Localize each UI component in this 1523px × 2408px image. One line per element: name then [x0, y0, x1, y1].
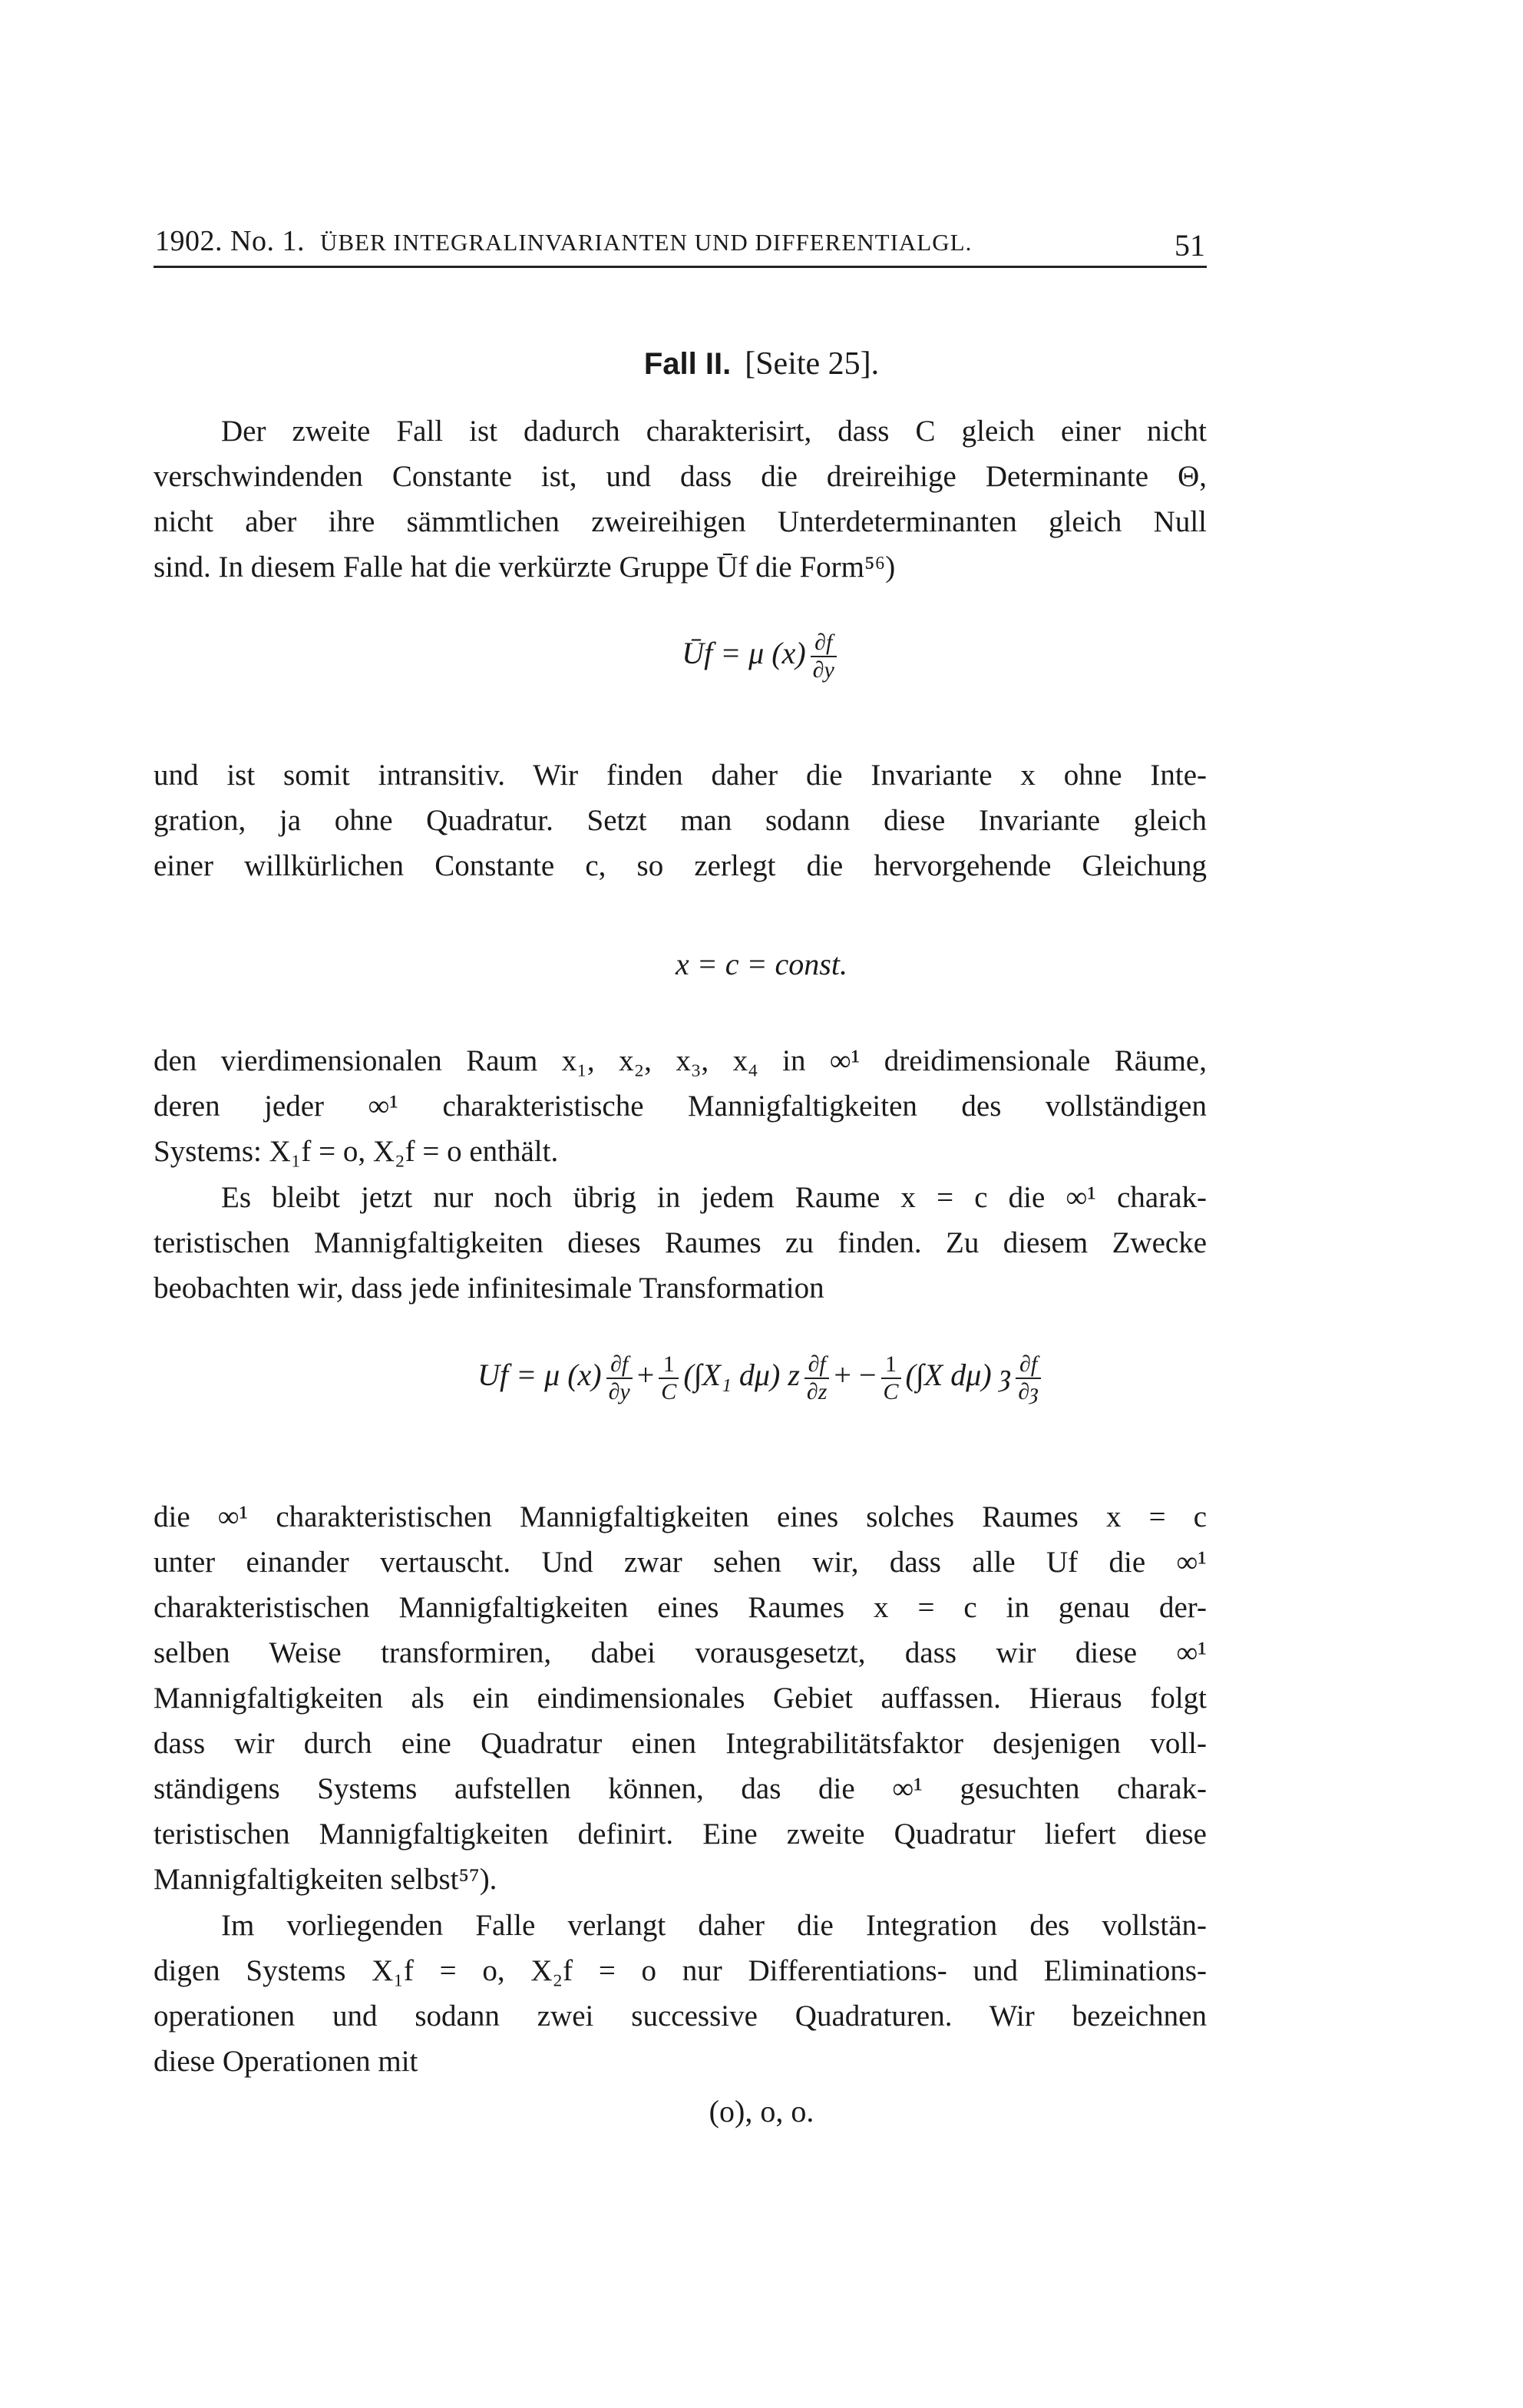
- paragraph-4: [154, 1175, 1207, 1311]
- fraction-numerator: ∂f: [1016, 1351, 1041, 1379]
- text-line: selben Weise transformiren, dabei vorausgesetzt, dass wir diese ∞¹: [154, 1636, 1207, 1669]
- text-line: Im vorliegenden Falle verlangt daher die Integration des vollstän-: [221, 1909, 1207, 1942]
- equation-1: [0, 630, 1523, 683]
- paragraph-6: [154, 1903, 1207, 2084]
- equation-2-text: x = c = const.: [676, 947, 847, 981]
- text-line: deren jeder ∞¹ charakteristische Mannigfaltigkeiten des vollständigen: [154, 1090, 1207, 1123]
- fraction-numerator: ∂f: [811, 630, 837, 657]
- fraction-numerator: 1: [659, 1351, 679, 1379]
- fraction-denominator: C: [883, 1379, 899, 1404]
- text-line: einer willkürlichen Constante c, so zerlegt die hervorgehende Gleichung: [154, 849, 1207, 882]
- equation-3: [0, 1351, 1523, 1405]
- text-line: operationen und sodann zwei successive Quadraturen. Wir bezeichnen: [154, 2000, 1207, 2033]
- paragraph-5: [154, 1494, 1207, 1902]
- fraction-numerator: ∂f: [804, 1351, 830, 1379]
- text-line: und ist somit intransitiv. Wir finden daher die Invariante x ohne Inte-: [154, 759, 1207, 792]
- integral-term: (∫X₁ dμ) z: [683, 1358, 800, 1393]
- text-line: unter einander vertauscht. Und zwar sehen wir, dass alle Uf die ∞¹: [154, 1546, 1207, 1579]
- text-line: teristischen Mannigfaltigkeiten definirt. Eine zweite Quadratur liefert diese: [154, 1818, 1207, 1851]
- fraction-denominator: ∂y: [812, 657, 834, 683]
- text-line: teristischen Mannigfaltigkeiten dieses Raumes zu finden. Zu diesem Zwecke: [154, 1226, 1207, 1259]
- fraction-numerator: 1: [881, 1351, 901, 1379]
- paragraph-2: [154, 752, 1207, 888]
- header-left: [155, 224, 972, 258]
- operator: +: [636, 1358, 655, 1393]
- header-title: ÜBER INTEGRALINVARIANTEN UND DIFFERENTIALGL.: [319, 229, 973, 256]
- fraction: [811, 630, 837, 683]
- fraction-denominator: ∂y: [608, 1379, 630, 1404]
- text-line: dass wir durch eine Quadratur einen Integrabilitätsfaktor desjenigen voll-: [154, 1727, 1207, 1760]
- text-line: sind. In diesem Falle hat die verkürzte Gruppe Ūf die Form⁵⁶): [154, 551, 896, 584]
- integral-term: (∫X dμ) ȝ: [905, 1358, 1012, 1393]
- equation-4-text: (o), o, o.: [709, 2094, 814, 2128]
- section-title: Fall II.: [643, 347, 732, 381]
- text-line: ständigens Systems aufstellen können, das die ∞¹ gesuchten charak-: [154, 1772, 1207, 1805]
- paragraph-1: [154, 408, 1207, 590]
- text-line: nicht aber ihre sämmtlichen zweireihigen Unterdeterminanten gleich Null: [154, 505, 1207, 538]
- fraction: [659, 1351, 679, 1405]
- fraction: [606, 1351, 633, 1405]
- equation-1-lhs: Ūf = μ (x): [682, 636, 806, 671]
- text-line: Mannigfaltigkeiten selbst⁵⁷).: [154, 1863, 497, 1896]
- fraction-denominator: C: [661, 1379, 677, 1404]
- equation-3-part: Uf = μ (x): [477, 1358, 602, 1393]
- text-line: die ∞¹ charakteristischen Mannigfaltigkeiten eines solches Raumes x = c: [154, 1500, 1207, 1533]
- text-line: digen Systems X₁f = o, X₂f = o nur Differentiations- und Eliminations-: [154, 1954, 1207, 1987]
- text-line: Systems: X₁f = o, X₂f = o enthält.: [154, 1135, 559, 1168]
- section-ref: [Seite 25].: [745, 346, 880, 382]
- text-line: gration, ja ohne Quadratur. Setzt man sodann diese Invariante gleich: [154, 804, 1207, 837]
- equation-2: [0, 946, 1523, 982]
- text-line: beobachten wir, dass jede infinitesimale Transformation: [154, 1272, 824, 1305]
- section-heading: [0, 346, 1523, 382]
- fraction: [804, 1351, 830, 1405]
- fraction: [881, 1351, 901, 1405]
- page-number: 51: [1174, 228, 1205, 263]
- fraction: [1016, 1351, 1041, 1405]
- running-header: [154, 224, 1207, 268]
- fraction-denominator: ∂ȝ: [1018, 1379, 1039, 1404]
- fraction-denominator: ∂z: [806, 1379, 828, 1404]
- header-number: No. 1.: [230, 225, 305, 257]
- text-line: Mannigfaltigkeiten als ein eindimensionales Gebiet auffassen. Hieraus folgt: [154, 1682, 1207, 1715]
- fraction-numerator: ∂f: [606, 1351, 633, 1379]
- text-line: verschwindenden Constante ist, und dass die dreireihige Determinante Θ,: [154, 460, 1207, 493]
- text-line: Es bleibt jetzt nur noch übrig in jedem Raume x = c die ∞¹ charak-: [221, 1181, 1207, 1214]
- text-line: charakteristischen Mannigfaltigkeiten eines Raumes x = c in genau der-: [154, 1591, 1207, 1624]
- operator: + −: [834, 1358, 877, 1393]
- text-line: Der zweite Fall ist dadurch charakterisirt, dass C gleich einer nicht: [221, 415, 1207, 448]
- equation-4: [0, 2093, 1523, 2129]
- header-year: 1902.: [155, 225, 223, 257]
- paragraph-3: [154, 1038, 1207, 1174]
- text-line: den vierdimensionalen Raum x₁, x₂, x₃, x₄ in ∞¹ dreidimensionale Räume,: [154, 1044, 1207, 1077]
- text-line: diese Operationen mit: [154, 2045, 418, 2078]
